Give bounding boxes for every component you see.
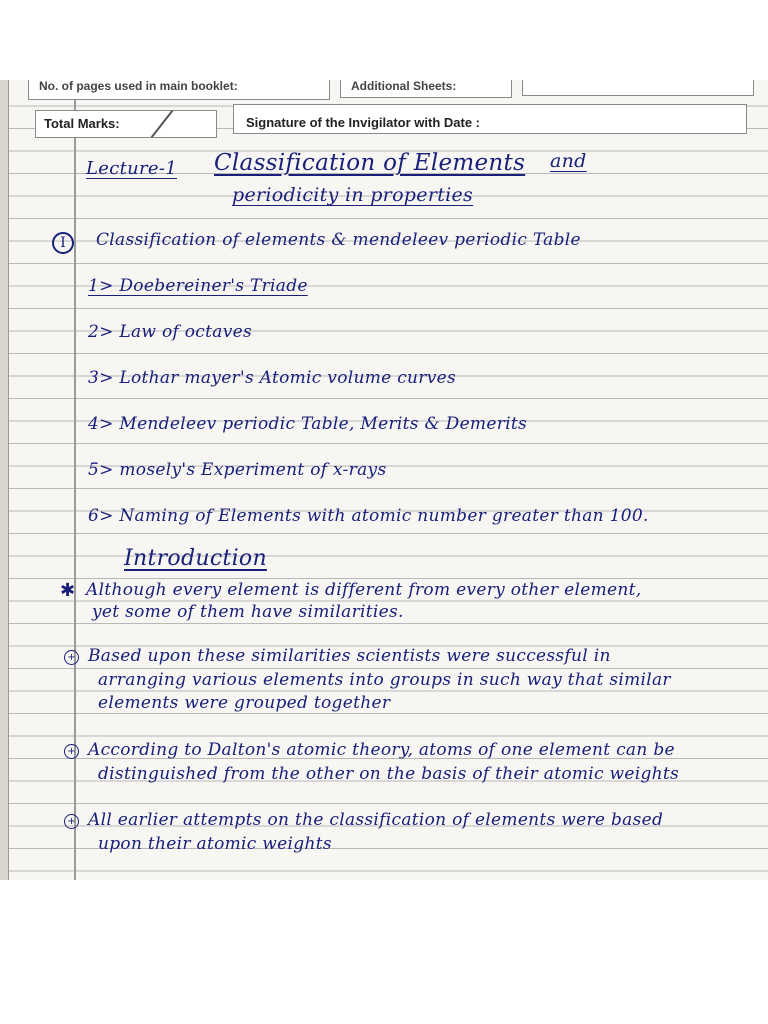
intro-bullet-1-line-2: yet some of them have similarities.	[92, 602, 404, 622]
intro-bullet-4-line-1: All earlier attempts on the classification of elements were based	[88, 810, 664, 830]
intro-bullet-3-line-2: distinguished from the other on the basis of their atomic weights	[98, 764, 680, 784]
margin-line	[74, 80, 76, 880]
plus-circle-bullet-icon: +	[64, 744, 79, 759]
invigilator-signature-label: Signature of the Invigilator with Date :	[246, 115, 481, 130]
intro-bullet-2-line-2: arranging various elements into groups in such way that similar	[98, 670, 671, 690]
intro-bullet-2-line-3: elements were grouped together	[98, 693, 391, 713]
title-line-1: Classification of Elements	[214, 150, 526, 176]
pages-used-field	[28, 80, 330, 100]
intro-bullet-1-line-1: Although every element is different from every other element,	[86, 580, 642, 600]
notebook-page	[0, 80, 768, 880]
plus-circle-bullet-icon: +	[64, 814, 79, 829]
extra-field	[522, 80, 754, 96]
pages-used-label: No. of pages used in main booklet:	[39, 80, 238, 93]
list-item-2: 2> Law of octaves	[88, 322, 252, 342]
list-item-6: 6> Naming of Elements with atomic number greater than 100.	[88, 506, 649, 526]
section-title: Classification of elements & mendeleev periodic Table	[96, 230, 581, 250]
total-marks-label: Total Marks:	[44, 116, 120, 131]
marks-slash-mark	[151, 110, 174, 138]
invigilator-signature-field	[233, 104, 747, 134]
list-item-4: 4> Mendeleev periodic Table, Merits & Demerits	[88, 414, 528, 434]
star-bullet-icon: ✱	[60, 580, 76, 601]
additional-sheets-field	[340, 80, 512, 98]
intro-bullet-2-line-1: Based upon these similarities scientists were successful in	[88, 646, 611, 666]
list-item-5: 5> mosely's Experiment of x-rays	[88, 460, 387, 480]
intro-bullet-4-line-2: upon their atomic weights	[98, 834, 332, 854]
total-marks-field	[35, 110, 217, 138]
list-item-1: 1> Doebereiner's Triade	[88, 276, 308, 296]
introduction-heading: Introduction	[124, 546, 267, 571]
list-item-3: 3> Lothar mayer's Atomic volume curves	[88, 368, 457, 388]
title-and: and	[550, 150, 587, 172]
plus-circle-bullet-icon: +	[64, 650, 79, 665]
intro-bullet-3-line-1: According to Dalton's atomic theory, atoms of one element can be	[88, 740, 675, 760]
page-binding-edge	[0, 80, 9, 880]
section-number-circle: I	[52, 232, 74, 254]
title-line-2: periodicity in properties	[232, 184, 474, 206]
additional-sheets-label: Additional Sheets:	[351, 80, 457, 93]
lecture-label: Lecture-1	[86, 158, 178, 179]
